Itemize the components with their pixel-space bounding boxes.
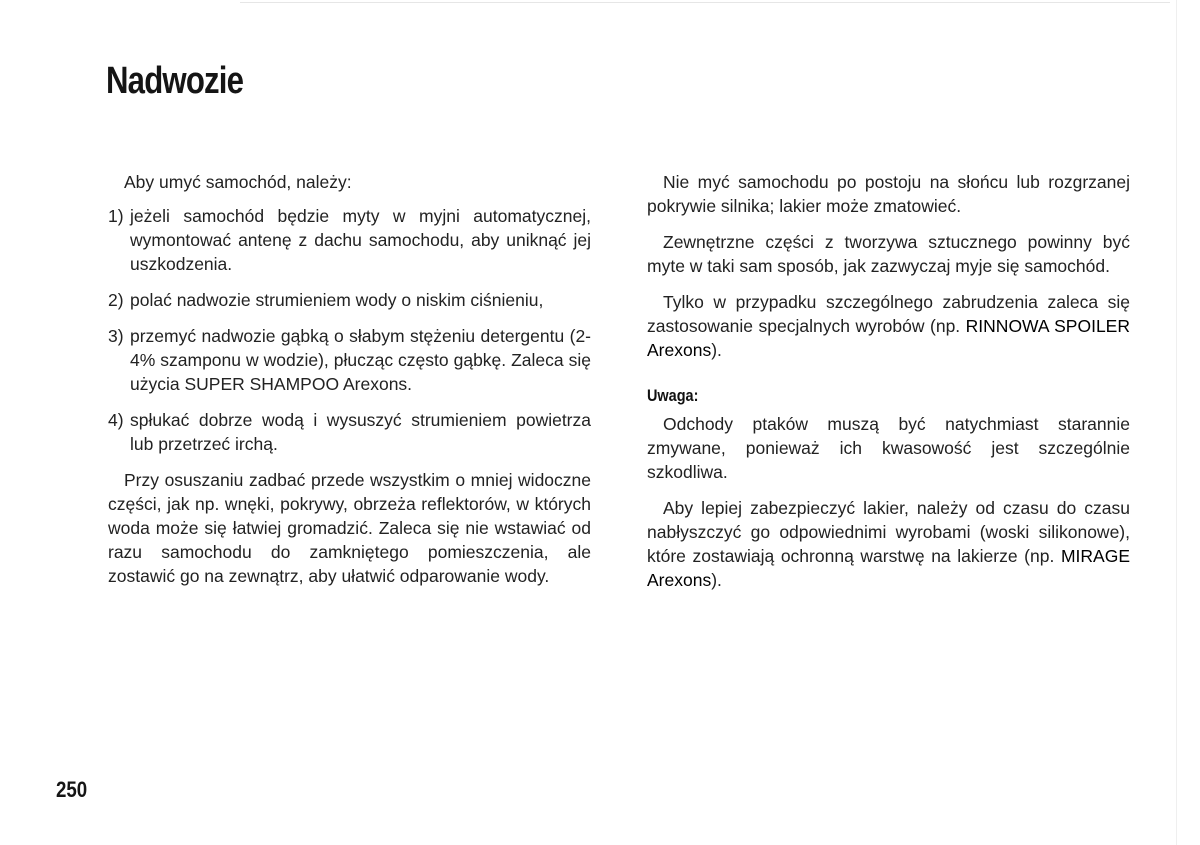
note-heading: Uwaga: <box>647 386 699 405</box>
step-number: 4) <box>108 410 124 430</box>
page-number: 250 <box>56 777 88 802</box>
page-title: Nadwozie <box>106 60 244 102</box>
paragraph-text: ). <box>711 340 722 360</box>
step-text: jeżeli samochód będzie myty w myjni automatycznej, wymontować antenę z dachu samochodu, aby uniknąć jej uszkodzenia. <box>130 206 591 274</box>
list-item <box>108 204 591 276</box>
page-edge <box>1176 0 1177 845</box>
paragraph-text: ). <box>711 570 722 590</box>
paragraph-special-products <box>647 290 1130 362</box>
step-text: polać nadwozie strumieniem wody o niskim ciśnieniu, <box>130 290 544 310</box>
list-item <box>108 408 591 456</box>
product-name: MIRAGE Arexons <box>647 546 1130 590</box>
list-item <box>108 288 591 312</box>
paragraph-text: Tylko w przypadku szczególnego zabrudzenia zaleca się zastosowanie specjalnych wyrobów (np. <box>647 292 1130 336</box>
list-item <box>108 324 591 396</box>
product-name: RINNOWA SPOILER Arexons <box>647 316 1130 360</box>
step-text: przemyć nadwozie gąbką o słabym stężeniu detergentu (2-4% szamponu w wodzie), płucząc często gąbkę. Zaleca się użycia SUPER SHAMPOO Arexons. <box>130 326 591 394</box>
step-number: 1) <box>108 206 124 226</box>
step-number: 3) <box>108 326 124 346</box>
step-text: spłukać dobrze wodą i wysuszyć strumieniem powietrza lub przetrzeć irchą. <box>130 410 591 454</box>
paragraph-wax <box>647 496 1130 592</box>
paragraph-sun-warning: Nie myć samochodu po postoju na słońcu lub rozgrzanej pokrywie silnika; lakier może zmatowieć. <box>647 172 1130 216</box>
right-column <box>647 170 1130 604</box>
intro-text: Aby umyć samochód, należy: <box>124 172 352 192</box>
drying-paragraph: Przy osuszaniu zadbać przede wszystkim o mniej widoczne części, jak np. wnęki, pokrywy, obrzeża reflektorów, w których woda może się łatwiej gromadzić. Zaleca się nie wstawiać od razu samochodu do zamkniętego pomieszczenia, ale zostawić go na zewnątrz, aby ułatwić odparowanie wody. <box>108 470 591 586</box>
paragraph-plastic-parts: Zewnętrzne części z tworzywa sztucznego powinny być myte w taki sam sposób, jak zazwyczaj myje się samochód. <box>647 232 1130 276</box>
note-text: Odchody ptaków muszą być natychmiast starannie zmywane, ponieważ ich kwasowość jest szczególnie szkodliwa. <box>647 414 1130 482</box>
top-rule <box>240 2 1170 3</box>
left-column <box>108 170 591 600</box>
step-number: 2) <box>108 290 124 310</box>
paragraph-text: Aby lepiej zabezpieczyć lakier, należy od czasu do czasu nabłyszczyć go odpowiednimi wyrobami (woski silikonowe), które zostawiają ochronną warstwę na lakierze (np. <box>647 498 1130 566</box>
